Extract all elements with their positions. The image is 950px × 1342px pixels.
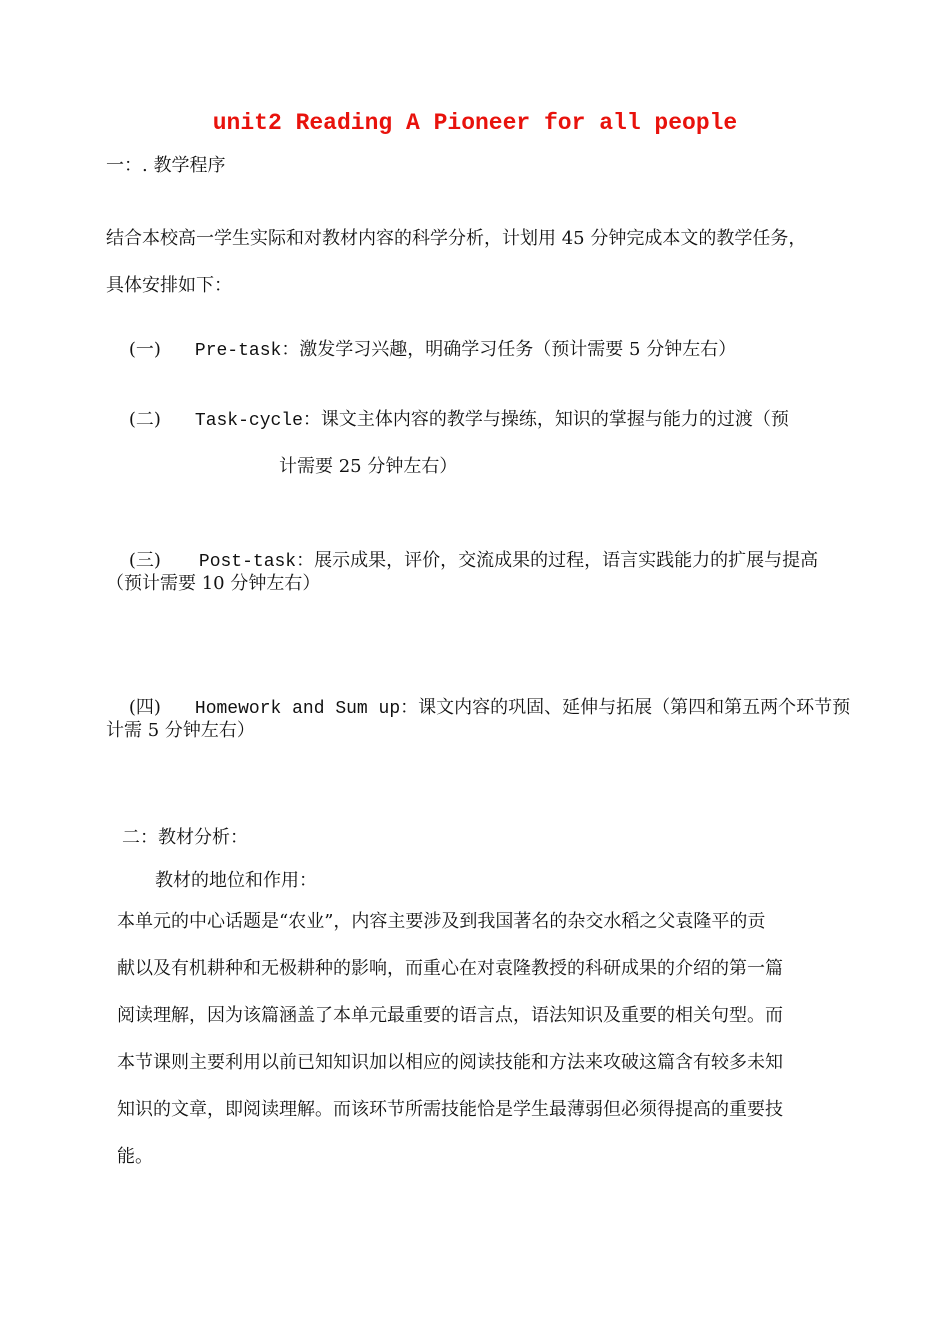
body-line: 献以及有机耕种和无极耕种的影响，而重心在对袁隆教授的科研成果的介绍的第一篇: [117, 958, 783, 979]
step-continuation: 计需要 25 分钟左右）: [279, 456, 458, 477]
section2-subheading: 教材的地位和作用：: [155, 870, 317, 891]
step-marker: (一): [128, 339, 161, 360]
section2-heading: 二：教材分析：: [122, 827, 248, 848]
step-label: Task-cycle: [194, 411, 303, 431]
step-text: ：展示成果，评价，交流成果的过程，语言实践能力的扩展与提高: [296, 550, 819, 571]
step-continuation: （预计需要 10 分钟左右）: [106, 573, 321, 594]
step-label: Homework and Sum up: [194, 699, 401, 719]
step-text: ：激发学习兴趣，明确学习任务（预计需要 5 分钟左右）: [281, 339, 737, 360]
step-marker: (四): [128, 697, 161, 718]
intro-line-1: 结合本校高一学生实际和对教材内容的科学分析，计划用 45 分钟完成本文的教学任务，: [106, 228, 807, 249]
step-label: Post-task: [198, 552, 297, 572]
step-text: ：课文内容的巩固、延伸与拓展（第四和第五两个环节预: [400, 697, 851, 718]
body-line: 阅读理解，因为该篇涵盖了本单元最重要的语言点，语法知识及重要的相关句型。而: [117, 1005, 783, 1026]
step-label: Pre-task: [194, 341, 282, 361]
step-item: [106, 314, 736, 387]
section1-heading: 一：. 教学程序: [106, 155, 226, 176]
step-marker: (三): [128, 550, 161, 571]
body-line: 知识的文章，即阅读理解。而该环节所需技能恰是学生最薄弱但必须得提高的重要技: [117, 1099, 783, 1120]
step-continuation: 计需 5 分钟左右）: [106, 720, 255, 741]
document-title: unit2 Reading A Pioneer for all people: [212, 110, 738, 136]
step-marker: (二): [128, 409, 161, 430]
step-item: [106, 384, 789, 457]
step-text: ：课文主体内容的教学与操练，知识的掌握与能力的过渡（预: [302, 409, 789, 430]
intro-line-2: 具体安排如下：: [106, 275, 232, 296]
body-line: 能。: [117, 1146, 153, 1167]
body-line: 本单元的中心话题是“农业”，内容主要涉及到我国著名的杂交水稻之父袁隆平的贡: [117, 911, 766, 932]
body-line: 本节课则主要利用以前已知知识加以相应的阅读技能和方法来攻破这篇含有较多未知: [117, 1052, 783, 1073]
